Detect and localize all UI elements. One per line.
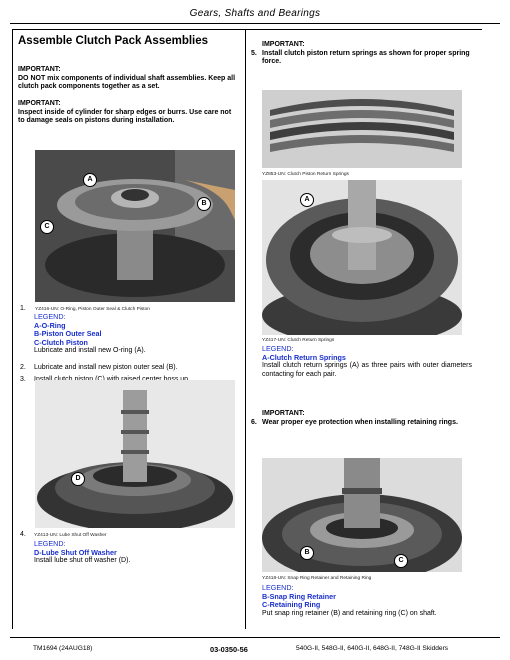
important-label: IMPORTANT: xyxy=(262,41,305,48)
lube-washer-photo xyxy=(35,380,235,528)
footer-models: 540G-II, 548G-II, 640G-II, 648G-II, 748G-II Skidders xyxy=(296,645,449,652)
step-text: Lubricate and install new piston outer seal (B). xyxy=(34,364,178,371)
clutch-return-springs-illustration xyxy=(262,180,462,335)
section-top-rule xyxy=(12,29,482,30)
lube-washer-illustration xyxy=(35,380,235,528)
figure-caption: YZ418-UN: Snap Ring Retainer and Retaining Ring xyxy=(262,576,372,581)
header-rule xyxy=(10,23,500,24)
important-label: IMPORTANT: xyxy=(18,66,61,73)
legend-item: D-Lube Shut Off Washer xyxy=(34,547,117,557)
footer-page-number: 03-0350-56 xyxy=(210,645,248,654)
header-title: Gears, Shafts and Bearings xyxy=(189,8,321,19)
figure-caption: YZ853-UN: Clutch Piston Return Springs xyxy=(262,172,349,177)
section-left-rule xyxy=(12,29,13,629)
legend-label: LEGEND: xyxy=(262,344,294,353)
legend-item: B-Snap Ring Retainer xyxy=(262,591,336,601)
legend-item: C-Retaining Ring xyxy=(262,600,321,610)
return-springs-photo xyxy=(262,90,462,168)
callout-b: B xyxy=(197,197,211,211)
callout-a: A xyxy=(83,173,97,187)
clutch-piston-illustration xyxy=(35,150,235,302)
footer-rule xyxy=(10,637,500,638)
clutch-return-springs-photo xyxy=(262,180,462,335)
important-text: Install clutch piston return springs as shown for proper spring force. xyxy=(262,49,470,66)
callout-c: C xyxy=(40,220,54,234)
section-title: Assemble Clutch Pack Assemblies xyxy=(18,35,209,47)
important-label: IMPORTANT: xyxy=(262,410,305,417)
return-springs-illustration xyxy=(262,90,462,168)
step-number: 1. xyxy=(20,305,26,312)
step-number: 3. xyxy=(20,376,26,383)
figure-caption: YZ416-UN: O-Ring, Piston Outer Seal & Clutch Piston xyxy=(35,307,150,312)
step-text: Put snap ring retainer (B) and retaining ring (C) on shaft. xyxy=(262,609,437,617)
callout-d: D xyxy=(71,472,85,486)
column-divider xyxy=(245,29,246,629)
snap-ring-illustration xyxy=(262,458,462,572)
callout-b: B xyxy=(300,546,314,560)
step-number: 6. xyxy=(251,418,257,426)
important-text: Inspect inside of cylinder for sharp edges or burrs. Use care not to damage seals on pistons during installation. xyxy=(18,108,232,125)
legend-item: B-Piston Outer Seal xyxy=(34,329,102,339)
footer-doc-id: TM1694 (24AUG18) xyxy=(33,645,93,652)
callout-c: C xyxy=(394,554,408,568)
legend-item: A-Clutch Return Springs xyxy=(262,352,346,362)
important-text: Wear proper eye protection when installing retaining rings. xyxy=(262,418,458,426)
figure-caption: YZ413-UN: Lube Shut Off Washer xyxy=(34,533,107,538)
legend-item: A-O-Ring xyxy=(34,320,66,330)
legend-label: LEGEND: xyxy=(34,312,66,321)
step-text: Lubricate and install new O-ring (A). xyxy=(34,347,146,355)
legend-label: LEGEND: xyxy=(262,583,294,592)
legend-item: C-Clutch Piston xyxy=(34,337,88,347)
important-label: IMPORTANT: xyxy=(18,100,61,107)
legend-label: LEGEND: xyxy=(34,539,66,548)
step-number: 4. xyxy=(20,531,26,538)
figure-caption: YZ417-UN: Clutch Return Springs xyxy=(262,338,335,343)
step-text: Install lube shut off washer (D). xyxy=(34,557,131,565)
step-text: Install clutch return springs (A) as three pairs with outer diameters contacting for each pair. xyxy=(262,362,472,378)
callout-a: A xyxy=(300,193,314,207)
important-text: DO NOT mix components of individual shaft assemblies. Keep all clutch pack components together as a set. xyxy=(18,74,236,91)
snap-ring-photo xyxy=(262,458,462,572)
clutch-piston-photo xyxy=(35,150,235,302)
step-number: 5. xyxy=(251,49,257,57)
step-number: 2. xyxy=(20,364,26,371)
